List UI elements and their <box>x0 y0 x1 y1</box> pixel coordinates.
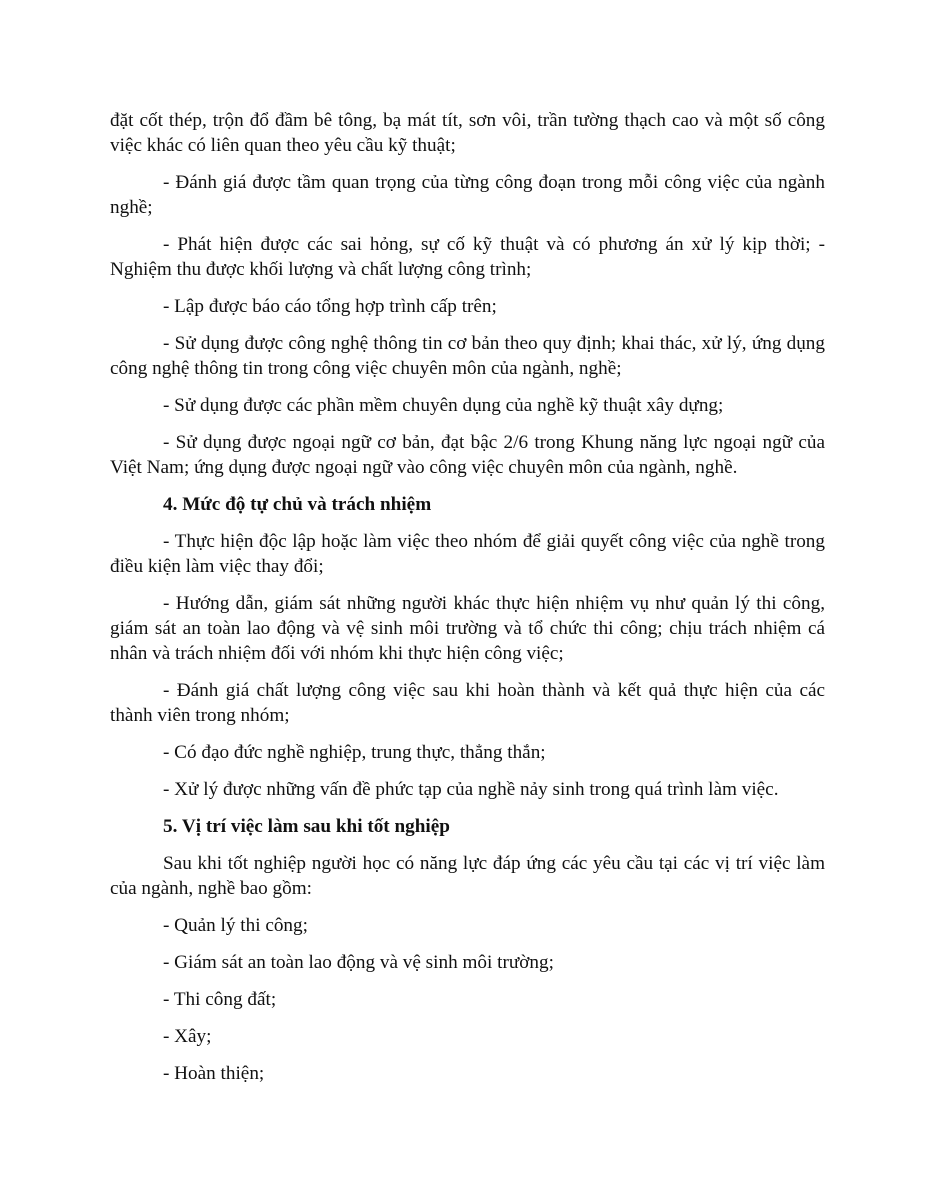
section-4-heading: 4. Mức độ tự chủ và trách nhiệm <box>163 494 432 515</box>
section-5-list-item: - Quản lý thi công; <box>163 915 308 936</box>
section-4-paragraph: - Đánh giá chất lượng công việc sau khi hoàn thành và kết quả thực hiện của các thành viên trong nhóm; <box>110 680 825 726</box>
document-page <box>110 108 825 1098</box>
section-5-heading: 5. Vị trí việc làm sau khi tốt nghiệp <box>163 816 450 837</box>
section-5-list-item: - Thi công đất; <box>163 989 277 1010</box>
paragraph-skill-it: - Sử dụng được công nghệ thông tin cơ bản theo quy định; khai thác, xử lý, ứng dụng công nghệ thông tin trong công việc chuyên môn của ngành, nghề; <box>110 333 825 379</box>
section-5-list-item: - Hoàn thiện; <box>163 1063 265 1084</box>
section-5-list-item: - Giám sát an toàn lao động và vệ sinh môi trường; <box>163 952 554 973</box>
paragraph-skill-language: - Sử dụng được ngoại ngữ cơ bản, đạt bậc 2/6 trong Khung năng lực ngoại ngữ của Việt Nam; ứng dụng được ngoại ngữ vào công việc chuyên môn của ngành, nghề. <box>110 432 825 478</box>
section-4-paragraph: - Có đạo đức nghề nghiệp, trung thực, thẳng thắn; <box>163 742 546 763</box>
section-4-paragraph: - Hướng dẫn, giám sát những người khác thực hiện nhiệm vụ như quản lý thi công, giám sát an toàn lao động và vệ sinh môi trường và tổ chức thi công; chịu trách nhiệm cá nhân và trách nhiệm đối với nhóm khi thực hiện công việc; <box>110 593 825 664</box>
paragraph-skill-assessment: - Đánh giá được tầm quan trọng của từng công đoạn trong mỗi công việc của ngành nghề; <box>110 172 825 218</box>
section-5-list-item: - Xây; <box>163 1026 212 1047</box>
section-4-paragraph: - Xử lý được những vấn đề phức tạp của nghề nảy sinh trong quá trình làm việc. <box>163 779 779 800</box>
paragraph-skill-software: - Sử dụng được các phần mềm chuyên dụng của nghề kỹ thuật xây dựng; <box>163 395 724 416</box>
section-4-paragraph: - Thực hiện độc lập hoặc làm việc theo nhóm để giải quyết công việc của nghề trong điều kiện làm việc thay đổi; <box>110 531 825 577</box>
section-5-intro: Sau khi tốt nghiệp người học có năng lực đáp ứng các yêu cầu tại các vị trí việc làm của ngành, nghề bao gồm: <box>110 853 825 899</box>
paragraph-skill-defects: - Phát hiện được các sai hỏng, sự cố kỹ thuật và có phương án xử lý kịp thời; - Nghiệm thu được khối lượng và chất lượng công trình; <box>110 234 825 280</box>
paragraph-skill-report: - Lập được báo cáo tổng hợp trình cấp trên; <box>163 296 497 317</box>
paragraph-continued: đặt cốt thép, trộn đổ đầm bê tông, bạ mát tít, sơn vôi, trần tường thạch cao và một số công việc khác có liên quan theo yêu cầu kỹ thuật; <box>110 110 825 156</box>
